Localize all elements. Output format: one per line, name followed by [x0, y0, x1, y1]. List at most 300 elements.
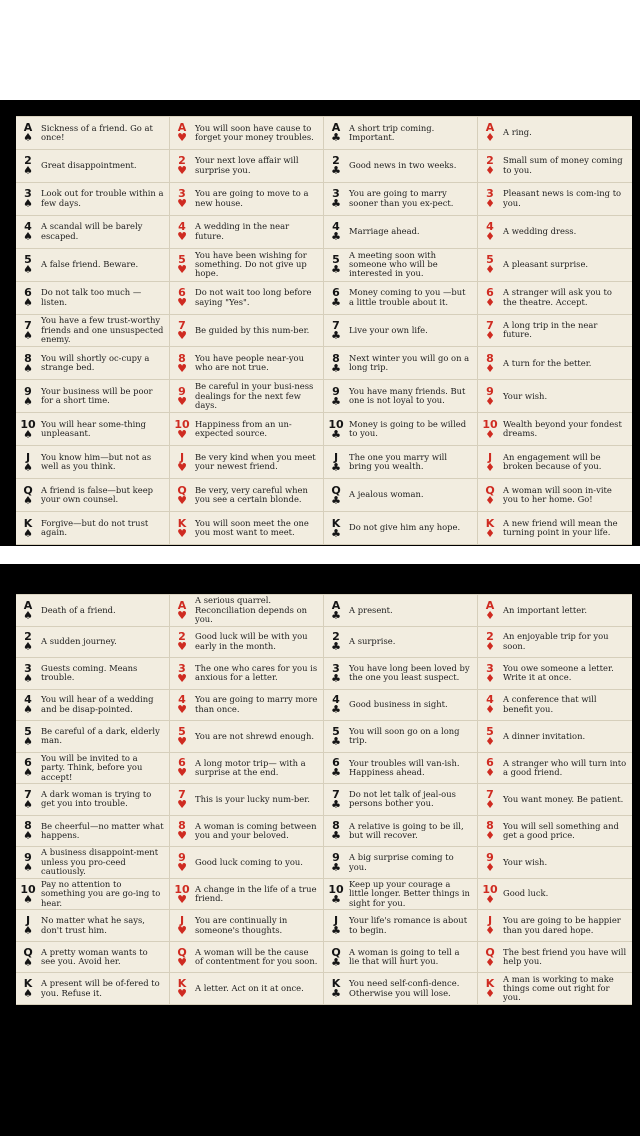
- fortune-card: [170, 380, 323, 413]
- card-index: [484, 254, 496, 275]
- fortune-card: [16, 879, 169, 911]
- club-icon: ♣: [331, 460, 341, 474]
- card-index: [484, 452, 496, 473]
- diamond-icon: ♦: [485, 493, 495, 507]
- card-index: [176, 820, 188, 841]
- card-rank: A: [485, 121, 495, 135]
- sheet-gap: [0, 546, 640, 564]
- card-index: [176, 978, 188, 999]
- fortune-text: A woman will soon in-vite you to her home. Go!: [503, 484, 612, 505]
- card-rank: 2: [178, 154, 186, 168]
- card-index: [176, 789, 188, 810]
- fortune-text: You have a few trust-worthy friends and one unsuspected enemy.: [41, 315, 164, 345]
- fortune-text: Your life's romance is about to begin.: [349, 915, 468, 935]
- heart-icon: ♥: [177, 197, 187, 211]
- club-icon: ♣: [331, 671, 341, 685]
- card-index: [22, 726, 34, 747]
- card-index: [330, 978, 342, 999]
- card-index: [330, 915, 342, 936]
- card-index: [484, 188, 496, 209]
- card-index: [330, 663, 342, 684]
- card-index: [22, 320, 34, 341]
- card-rank: 2: [24, 154, 32, 168]
- heart-icon: ♥: [177, 328, 187, 342]
- card-index: [176, 663, 188, 684]
- heart-icon: ♥: [177, 734, 187, 748]
- fortune-text: Be very kind when you meet your newest friend.: [195, 451, 316, 472]
- card-rank: K: [23, 977, 33, 991]
- fortune-text: Your wish.: [503, 856, 548, 867]
- fortune-text: Sickness of a friend. Go at once!: [41, 122, 153, 142]
- fortune-card: [16, 479, 169, 512]
- fortune-text: Be very, very careful when you see a certain blonde.: [195, 484, 308, 505]
- card-index: [22, 518, 34, 539]
- spade-icon: ♠: [23, 230, 33, 244]
- card-rank: 6: [178, 286, 186, 300]
- card-index: [330, 947, 342, 968]
- club-icon: ♣: [331, 797, 341, 811]
- card-rank: Q: [485, 483, 495, 497]
- fortune-text: You are not shrewd enough.: [195, 730, 315, 741]
- fortune-text: Do not let talk of jeal-ous persons bother you.: [349, 789, 456, 809]
- card-rank: 4: [24, 220, 32, 234]
- card-rank: 10: [328, 882, 344, 896]
- card-index: [484, 386, 496, 407]
- card-index: [22, 155, 34, 176]
- card-index: [176, 757, 188, 778]
- spade-icon: ♠: [23, 493, 33, 507]
- diamond-icon: ♦: [485, 924, 495, 938]
- fortune-card: [170, 721, 323, 753]
- diamond-icon: ♦: [485, 861, 495, 875]
- spade-icon: ♠: [23, 460, 33, 474]
- fortune-card: [170, 512, 323, 545]
- fortune-card: [478, 784, 632, 816]
- card-index: [176, 254, 188, 275]
- card-index: [22, 663, 34, 684]
- fortune-text: A conference that will benefit you.: [503, 694, 597, 714]
- fortune-text: A stranger who will turn into a good friend.: [503, 757, 627, 777]
- fortune-text: A relative is going to be ill, but will recover.: [349, 820, 464, 840]
- card-index: [176, 155, 188, 176]
- card-index: [22, 631, 34, 652]
- fortune-text: A surprise.: [349, 636, 396, 647]
- diamond-icon: ♦: [485, 671, 495, 685]
- fortune-text: You will sell something and get a good price.: [503, 820, 619, 840]
- card-rank: 5: [178, 253, 186, 267]
- card-rank: 7: [332, 318, 340, 332]
- diamond-icon: ♦: [485, 734, 495, 748]
- card-rank: J: [179, 450, 185, 464]
- fortune-card: [478, 282, 632, 315]
- fortune-card: [324, 627, 477, 659]
- fortune-text: You are going to be happier than you dared hope.: [503, 915, 621, 935]
- card-index: [330, 485, 342, 506]
- fortune-card: [478, 315, 632, 348]
- fortune-text: Pay no attention to something you are go-ing to hear.: [41, 878, 161, 908]
- fortune-card: [16, 216, 169, 249]
- fortune-card: [324, 512, 477, 545]
- fortune-text: Keep up your courage a little longer. Better things in sight for you.: [349, 878, 470, 908]
- card-index: [484, 600, 496, 621]
- fortune-text: A dark woman is trying to get you into trouble.: [41, 789, 152, 809]
- fortune-text: A meeting soon with someone who will be interested in you.: [349, 249, 438, 279]
- fortune-text: You will hear some-thing unpleasant.: [41, 418, 147, 439]
- card-rank: 10: [174, 882, 190, 896]
- fortune-card: [16, 446, 169, 479]
- fortune-card: [324, 847, 477, 879]
- heart-icon: ♥: [177, 460, 187, 474]
- card-index: [176, 884, 188, 905]
- card-index: [484, 518, 496, 539]
- fortune-card: [324, 879, 477, 911]
- card-index: [484, 978, 496, 999]
- fortune-card: [324, 721, 477, 753]
- spade-icon: ♠: [23, 394, 33, 408]
- fortune-card: [478, 380, 632, 413]
- card-rank: 10: [20, 882, 36, 896]
- fortune-text: You will soon meet the one you most want to meet.: [195, 517, 309, 538]
- fortune-text: You will shortly oc-cupy a strange bed.: [41, 353, 150, 373]
- fortune-card: [16, 690, 169, 722]
- card-index: [176, 726, 188, 747]
- card-rank: 2: [24, 630, 32, 644]
- fortune-card: [170, 315, 323, 348]
- fortune-sheet-one: [16, 116, 632, 545]
- fortune-text: Your troubles will van-ish. Happiness ahead.: [349, 757, 460, 777]
- card-rank: K: [331, 977, 341, 991]
- column-clubs: [324, 595, 478, 1005]
- fortune-text: You have been wishing for something. Do not give up hope.: [195, 249, 307, 279]
- fortune-text: No matter what he says, don't trust him.: [41, 915, 145, 935]
- fortune-card: [170, 627, 323, 659]
- fortune-text: The one you marry will bring you wealth.: [349, 451, 448, 472]
- diamond-icon: ♦: [485, 797, 495, 811]
- fortune-text: Wealth beyond your fondest dreams.: [503, 418, 622, 439]
- card-rank: A: [177, 598, 187, 612]
- fortune-text: You have long been loved by the one you least suspect.: [349, 662, 470, 683]
- fortune-card: [478, 249, 632, 282]
- card-rank: Q: [23, 945, 33, 959]
- fortune-card: [16, 753, 169, 785]
- fortune-text: You have many friends. But one is not loyal to you.: [349, 385, 466, 406]
- card-rank: 4: [24, 693, 32, 707]
- fortune-text: A present will be of-fered to you. Refuse it.: [41, 978, 160, 998]
- card-index: [330, 122, 342, 143]
- fortune-text: Be careful in your busi-ness dealings for the next few days.: [195, 381, 314, 411]
- card-index: [484, 287, 496, 308]
- card-rank: 7: [332, 787, 340, 801]
- card-index: [22, 600, 34, 621]
- card-rank: 5: [178, 724, 186, 738]
- card-index: [330, 419, 342, 440]
- spade-icon: ♠: [23, 987, 33, 1001]
- fortune-card: [478, 942, 632, 974]
- card-rank: 8: [24, 351, 32, 365]
- card-index: [484, 419, 496, 440]
- card-rank: Q: [485, 945, 495, 959]
- fortune-card: [170, 942, 323, 974]
- fortune-text: Your next love affair will surprise you.: [195, 155, 299, 175]
- card-index: [22, 485, 34, 506]
- heart-icon: ♥: [177, 361, 187, 375]
- fortune-text: The one who cares for you is anxious for a letter.: [195, 662, 318, 683]
- fortune-text: Your wish.: [503, 390, 548, 401]
- card-index: [22, 452, 34, 473]
- fortune-card: [16, 784, 169, 816]
- card-rank: 9: [486, 851, 494, 865]
- card-rank: J: [333, 450, 339, 464]
- fortune-text: You are going to move to a new house.: [195, 188, 309, 208]
- fortune-card: [478, 446, 632, 479]
- card-index: [484, 757, 496, 778]
- fortune-text: A long trip in the near future.: [503, 320, 598, 340]
- heart-icon: ♥: [177, 797, 187, 811]
- card-rank: J: [487, 450, 493, 464]
- fortune-text: Pleasant news is com-ing to you.: [503, 188, 622, 208]
- fortune-card: [16, 816, 169, 848]
- card-rank: A: [177, 121, 187, 135]
- card-index: [22, 884, 34, 905]
- spade-icon: ♠: [23, 734, 33, 748]
- fortune-text: You are continually in someone's thoughts.: [195, 915, 288, 935]
- card-index: [484, 852, 496, 873]
- diamond-icon: ♦: [485, 394, 495, 408]
- card-rank: Q: [177, 483, 187, 497]
- card-index: [484, 631, 496, 652]
- fortune-card: [170, 347, 323, 380]
- fortune-card: [324, 690, 477, 722]
- card-rank: 4: [486, 693, 494, 707]
- spade-icon: ♠: [23, 671, 33, 685]
- club-icon: ♣: [331, 394, 341, 408]
- card-rank: 9: [332, 384, 340, 398]
- club-icon: ♣: [331, 328, 341, 342]
- fortune-card: [170, 446, 323, 479]
- fortune-card: [478, 216, 632, 249]
- fortune-text: A letter. Act on it at once.: [195, 982, 304, 993]
- fortune-text: You are going to marry sooner than you ex-pect.: [349, 188, 454, 208]
- card-index: [176, 122, 188, 143]
- fortune-text: You will soon go on a long trip.: [349, 725, 460, 746]
- card-index: [176, 452, 188, 473]
- fortune-text: A stranger will ask you to the theatre. Accept.: [503, 287, 612, 307]
- column-hearts: [170, 117, 324, 545]
- fortune-text: A pretty woman wants to see you. Avoid her.: [41, 946, 148, 967]
- column-spades: [16, 595, 170, 1005]
- card-index: [484, 320, 496, 341]
- spade-icon: ♠: [23, 328, 33, 342]
- fortune-card: [478, 183, 632, 216]
- fortune-card: [170, 150, 323, 183]
- card-rank: J: [179, 914, 185, 928]
- card-rank: 3: [178, 187, 186, 201]
- card-rank: Q: [177, 945, 187, 959]
- card-rank: 6: [24, 286, 32, 300]
- card-index: [484, 947, 496, 968]
- card-rank: 4: [332, 693, 340, 707]
- club-icon: ♣: [331, 608, 341, 622]
- fortune-text: A woman is coming between you and your beloved.: [195, 820, 317, 840]
- club-icon: ♣: [331, 197, 341, 211]
- heart-icon: ♥: [177, 427, 187, 441]
- diamond-icon: ♦: [485, 987, 495, 1001]
- club-icon: ♣: [331, 924, 341, 938]
- spade-icon: ♠: [23, 526, 33, 540]
- card-index: [484, 789, 496, 810]
- fortune-card: [324, 380, 477, 413]
- heart-icon: ♥: [177, 230, 187, 244]
- heart-icon: ♥: [177, 892, 187, 906]
- fortune-card: [478, 347, 632, 380]
- fortune-card: [324, 942, 477, 974]
- fortune-text: Guests coming. Means trouble.: [41, 662, 138, 683]
- card-rank: 5: [332, 253, 340, 267]
- card-index: [330, 757, 342, 778]
- card-rank: 6: [486, 286, 494, 300]
- spade-icon: ♠: [23, 797, 33, 811]
- card-rank: J: [487, 914, 493, 928]
- fortune-text: You know him—but not as well as you think.: [41, 451, 152, 472]
- spade-icon: ♠: [23, 296, 33, 310]
- card-rank: A: [485, 598, 495, 612]
- fortune-text: A new friend will mean the turning point in your life.: [503, 517, 618, 538]
- spade-icon: ♠: [23, 955, 33, 969]
- fortune-card: [324, 150, 477, 183]
- card-index: [484, 485, 496, 506]
- card-index: [176, 386, 188, 407]
- card-index: [22, 287, 34, 308]
- fortune-card: [324, 784, 477, 816]
- card-index: [176, 694, 188, 715]
- fortune-card: [16, 942, 169, 974]
- card-index: [22, 386, 34, 407]
- card-rank: 3: [24, 187, 32, 201]
- fortune-text: You need self-confi-dence. Otherwise you will lose.: [349, 978, 460, 998]
- diamond-icon: ♦: [485, 766, 495, 780]
- card-rank: K: [177, 516, 187, 530]
- fortune-text: An enjoyable trip for you soon.: [503, 631, 609, 651]
- heart-icon: ♥: [177, 766, 187, 780]
- card-rank: 4: [178, 693, 186, 707]
- card-rank: 6: [486, 756, 494, 770]
- fortune-text: Live your own life.: [349, 324, 428, 335]
- fortune-card: [478, 910, 632, 942]
- fortune-card: [478, 721, 632, 753]
- fortune-text: A dinner invitation.: [503, 730, 586, 741]
- fortune-card: [324, 910, 477, 942]
- card-rank: 5: [24, 253, 32, 267]
- card-rank: A: [331, 598, 341, 612]
- card-index: [484, 221, 496, 242]
- card-rank: Q: [331, 945, 341, 959]
- fortune-card: [16, 512, 169, 545]
- fortune-text: A present.: [349, 604, 393, 615]
- diamond-icon: ♦: [485, 460, 495, 474]
- fortune-text: A false friend. Beware.: [41, 258, 139, 269]
- card-rank: A: [23, 598, 33, 612]
- heart-icon: ♥: [177, 703, 187, 717]
- card-index: [176, 600, 188, 621]
- club-icon: ♣: [331, 164, 341, 178]
- fortune-card: [170, 413, 323, 446]
- spade-icon: ♠: [23, 829, 33, 843]
- card-rank: 7: [486, 787, 494, 801]
- fortune-text: A serious quarrel. Reconciliation depends on you.: [195, 595, 308, 624]
- fortune-card: [16, 721, 169, 753]
- fortune-card: [170, 816, 323, 848]
- fortune-card: [16, 315, 169, 348]
- card-rank: J: [333, 914, 339, 928]
- club-icon: ♣: [331, 892, 341, 906]
- card-rank: 8: [332, 819, 340, 833]
- fortune-card: [478, 627, 632, 659]
- club-icon: ♣: [331, 361, 341, 375]
- heart-icon: ♥: [177, 296, 187, 310]
- card-rank: 4: [486, 220, 494, 234]
- card-rank: K: [485, 516, 495, 530]
- column-diamonds: [478, 595, 632, 1005]
- card-index: [176, 320, 188, 341]
- card-rank: 6: [24, 756, 32, 770]
- diamond-icon: ♦: [485, 361, 495, 375]
- card-rank: 9: [332, 851, 340, 865]
- diamond-icon: ♦: [485, 640, 495, 654]
- card-rank: 10: [328, 417, 344, 431]
- column-spades: [16, 117, 170, 545]
- heart-icon: ♥: [177, 526, 187, 540]
- spade-icon: ♠: [23, 640, 33, 654]
- card-index: [22, 188, 34, 209]
- heart-icon: ♥: [177, 861, 187, 875]
- card-index: [330, 155, 342, 176]
- fortune-card: [16, 627, 169, 659]
- fortune-text: A big surprise coming to you.: [349, 852, 454, 872]
- fortune-text: Small sum of money coming to you.: [503, 155, 623, 175]
- heart-icon: ♥: [177, 131, 187, 145]
- spade-icon: ♠: [23, 861, 33, 875]
- fortune-text: Do not wait too long before saying "Yes".: [195, 287, 312, 307]
- card-index: [22, 947, 34, 968]
- diamond-icon: ♦: [485, 829, 495, 843]
- fortune-text: Good luck will be with you early in the month.: [195, 631, 308, 651]
- card-index: [330, 631, 342, 652]
- card-rank: A: [331, 121, 341, 135]
- card-index: [330, 884, 342, 905]
- spade-icon: ♠: [23, 131, 33, 145]
- fortune-card: [170, 879, 323, 911]
- fortune-card: [170, 847, 323, 879]
- fortune-text: A woman is going to tell a lie that will hurt you.: [349, 946, 460, 967]
- card-index: [22, 254, 34, 275]
- fortune-text: A scandal will be barely escaped.: [41, 221, 143, 241]
- fortune-text: Next winter you will go on a long trip.: [349, 353, 470, 373]
- card-index: [330, 820, 342, 841]
- card-rank: K: [23, 516, 33, 530]
- fortune-card: [478, 879, 632, 911]
- fortune-card: [478, 847, 632, 879]
- fortune-card: [478, 690, 632, 722]
- fortune-text: Be cheerful—no matter what happens.: [41, 820, 164, 840]
- fortune-text: A turn for the better.: [503, 357, 592, 368]
- fortune-text: Be careful of a dark, elderly man.: [41, 725, 160, 746]
- card-rank: 2: [332, 630, 340, 644]
- heart-icon: ♥: [177, 608, 187, 622]
- fortune-card: [170, 216, 323, 249]
- fortune-card: [16, 117, 169, 150]
- fortune-text: Death of a friend.: [41, 604, 116, 615]
- spade-icon: ♠: [23, 427, 33, 441]
